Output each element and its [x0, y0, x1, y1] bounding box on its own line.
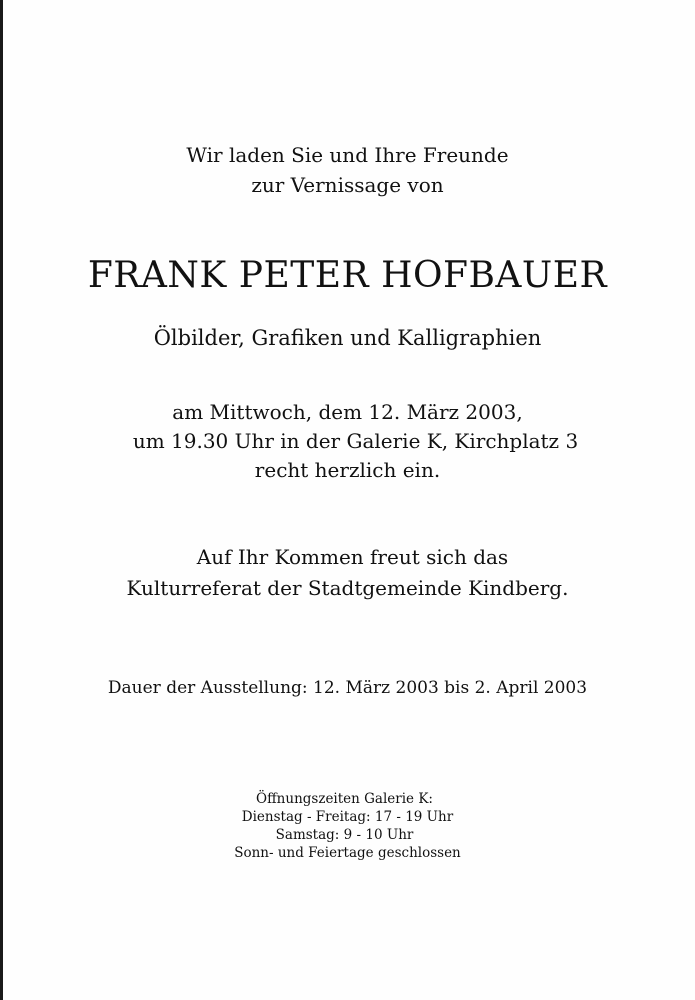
hours-line: Öffnungszeiten Galerie K:	[256, 791, 433, 807]
artist-name: FRANK PETER HOFBAUER	[87, 255, 608, 296]
exhibition-duration: Dauer der Ausstellung: 12. März 2003 bis 2. April 2003	[107, 678, 588, 698]
hours-line: Sonn- und Feiertage geschlossen	[234, 845, 461, 861]
hours-line: Samstag: 9 - 10 Uhr	[275, 827, 414, 843]
event-line: am Mittwoch, dem 12. März 2003,	[172, 400, 523, 424]
event-line: recht herzlich ein.	[254, 458, 441, 482]
intro-line: Wir laden Sie und Ihre Freunde	[186, 143, 509, 167]
hours-line: Dienstag - Freitag: 17 - 19 Uhr	[241, 809, 454, 825]
event-line: um 19.30 Uhr in der Galerie K, Kirchplatz 3	[132, 429, 579, 453]
closing-line: Kulturreferat der Stadtgemeinde Kindberg.	[126, 576, 569, 600]
closing-line: Auf Ihr Kommen freut sich das	[196, 545, 509, 569]
closing-text	[0, 542, 695, 604]
opening-hours	[0, 790, 695, 862]
intro-text	[0, 140, 695, 200]
intro-line: zur Vernissage von	[251, 173, 444, 197]
event-details	[0, 398, 695, 485]
exhibition-subtitle: Ölbilder, Grafiken und Kalligraphien	[153, 326, 542, 350]
